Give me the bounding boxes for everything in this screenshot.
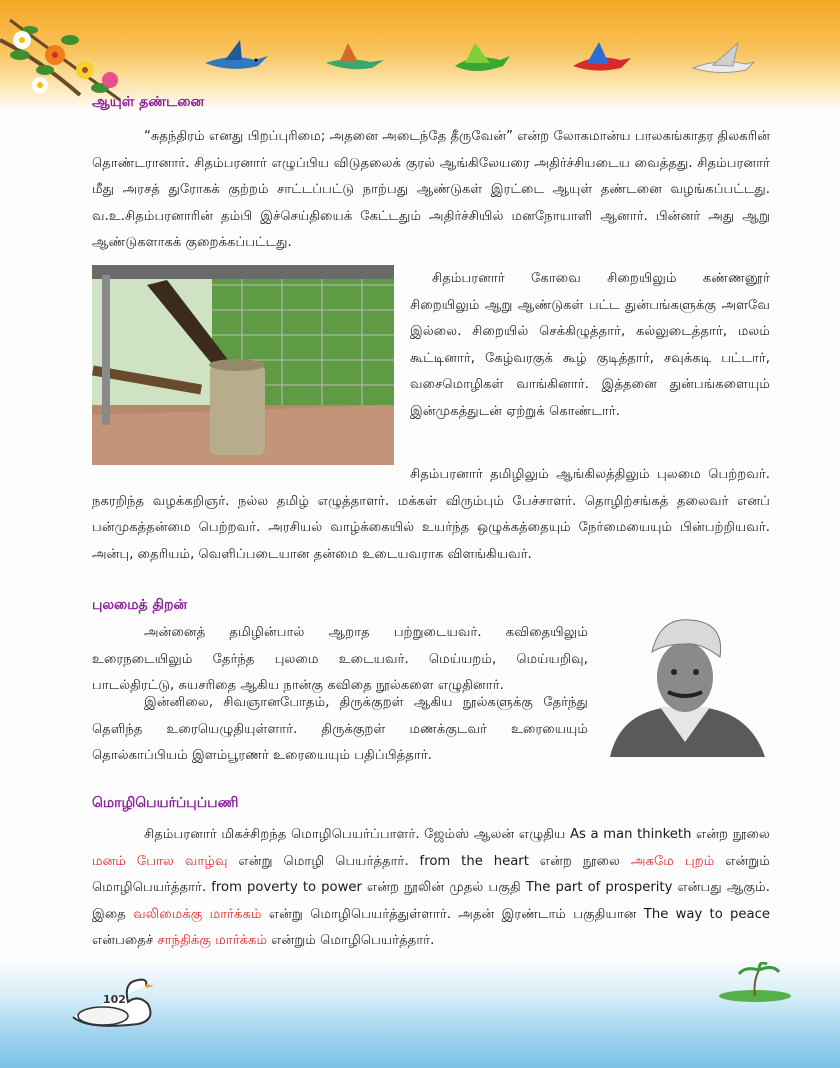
paragraph: “சுதந்திரம் எனது பிறப்புரிமை; அதனை அடைந்தே தீருவேன்” என்ற லோகமான்ய பாலகங்காதர திலகரின் தொண்டரானார். சிதம்பரனார் எழுப்பிய விடுதலைக் குரல் ஆங்கிலேயரை அதிர்ச்சியடைய வைத்தது. சிதம்பரனார் மீது அரசத் துரோகக் குற்றம் சாட்டப்பட்டு நாற்பது ஆண்டுகள் இரட்டை ஆயுள் தண்டனை வழங்கப்பட்டது. வ.உ.சிதம்பரனாரின் தம்பி இச்செய்தியைக் கேட்டதும் அதிர்ச்சியில் மனநோயாளி ஆனார். பின்னர் அது ஆறு ஆண்டுகளாகக் குறைக்கப்பட்டது. (92, 129, 770, 250)
paragraph: இன்னிலை, சிவஞானபோதம், திருக்குறள் ஆகிய நூல்களுக்கு தேர்ந்து தெளிந்த உரையெழுதியுள்ளார். திருக்குறள் மணக்குடவர் உரையையும் தொல்காப்பியம் இளம்பூரணர் உரையையும் பதிப்பித்தார். (92, 695, 588, 763)
highlighted-book-title: வலிமைக்கு மார்க்கம் (133, 906, 262, 922)
section-title-pulamai-thiran: புலமைத் திறன் (92, 597, 188, 613)
highlighted-book-title: அகமே புறம் (630, 853, 715, 869)
highlighted-book-title: மனம் போல வாழ்வு (92, 853, 228, 869)
paragraph: சிதம்பரனார் கோவை சிறையிலும் கண்ணனூர் சிறையிலும் ஆறு ஆண்டுகள் பட்ட துன்பங்களுக்கு அளவே இல்லை. சிறையில் செக்கிழுத்தார், கல்லுடைத்தார், மலம் கூட்டினார், கேழ்வரகுக் கூழ் குடித்தார், சவுக்கடி பட்டார், வசைமொழிகள் வாங்கினார். இத்தனை துன்பங்களையும் இன்முகத்துடன் ஏற்றுக் கொண்டார். (410, 271, 770, 419)
section-title-mozhipeyarppu: மொழிபெயர்ப்புப்பணி (92, 795, 239, 811)
paragraph-text: என்றும் மொழிபெயர்த்தார். from poverty to power என்ற நூலின் முதல் பகுதி The part of prosperity என்பது ஆகும். இதை (92, 853, 770, 922)
bird-icon (565, 38, 635, 83)
paragraph-text: என்று மொழிபெயர்த்துள்ளார். அதன் இரண்டாம் பகுதியான The way to peace என்பதைச் (92, 906, 770, 948)
bird-icon (445, 38, 515, 83)
paragraph: சிதம்பரனார் தமிழிலும் ஆங்கிலத்திலும் புலமை பெற்றவர். நகரறிந்த வழக்கறிஞர். நல்ல தமிழ் எழுத்தாளர். மக்கள் விரும்பும் பேச்சாளர். தொழிற்சங்கத் தலைவர் எனப் பன்முகத்தன்மை பெற்றவர். அரசியல் வாழ்க்கையில் உயர்ந்த ஒழுக்கத்தையும் நேர்மையையும் பின்பற்றியவர். அன்பு, தைரியம், வெளிப்படையான தன்மை உடையவராக விளங்கியவர். (92, 467, 770, 562)
page-number: 102 (103, 993, 126, 1006)
paragraph-text: என்றும் மொழிபெயர்த்தார். (267, 933, 435, 948)
paragraph-text: என்று மொழி பெயர்த்தார். from the heart என்ற நூலை (227, 853, 631, 869)
bird-icon (318, 38, 388, 83)
bird-icon (200, 38, 270, 83)
paragraph-translations (92, 822, 770, 955)
island-icon (715, 962, 795, 1002)
highlighted-book-title: சாந்திக்கு மார்க்கம் (157, 933, 268, 948)
paragraph-text: சிதம்பரனார் மிகச்சிறந்த மொழிபெயர்ப்பாளர். ஜேம்ஸ் ஆலன் எழுதிய As a man thinketh என்ற நூலை (144, 827, 770, 842)
jail-photo (92, 265, 394, 465)
bird-icon (688, 38, 758, 83)
portrait-photo (600, 612, 770, 757)
paragraph: அன்னைத் தமிழின்பால் ஆறாத பற்றுடையவர். கவிதையிலும் உரைநடையிலும் தேர்ந்த புலமை உடையவர். மெய்யறம், மெய்யறிவு, பாடல்திரட்டு, சுயசரிதை ஆகிய நான்கு கவிதை நூல்களை எழுதினார். (92, 625, 588, 693)
section-title-ayul-thandanai: ஆயுள் தண்டனை (92, 94, 205, 110)
